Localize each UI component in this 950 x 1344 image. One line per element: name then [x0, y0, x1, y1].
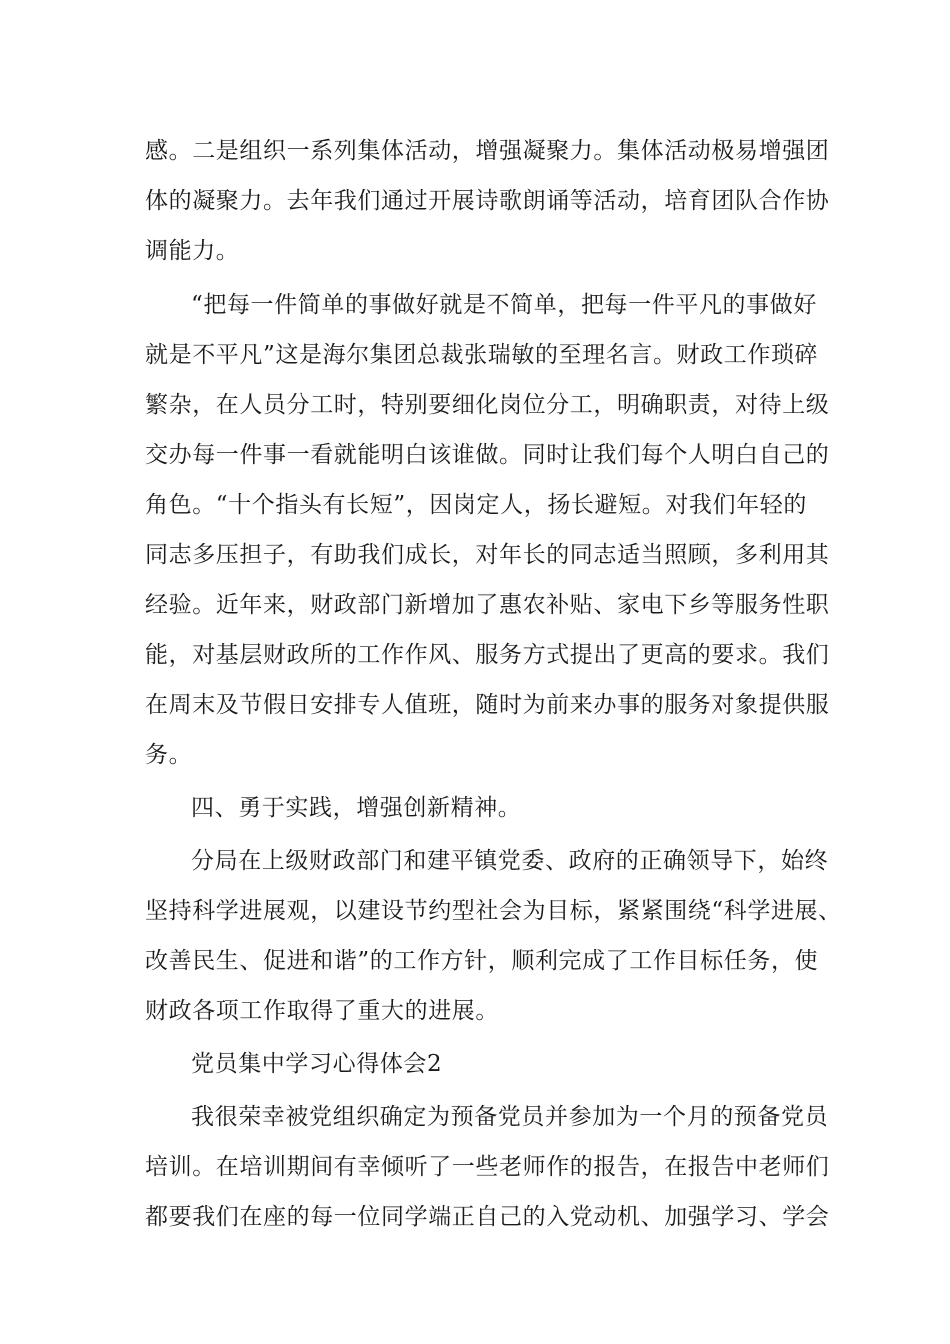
paragraph-line: 调能力。 — [145, 238, 240, 264]
section-heading: 四、勇于实践，增强创新精神。 — [191, 795, 522, 821]
paragraph-line: 繁杂，在人员分工时，特别要细化岗位分工，明确职责，对待上级 — [145, 392, 830, 418]
paragraph-line: 角色。“十个指头有长短”，因岗定人，扬长避短。对我们年轻的 — [145, 492, 807, 518]
article-title: 党员集中学习心得体会2 — [191, 1051, 443, 1077]
paragraph-line: 经验。近年来，财政部门新增加了惠农补贴、家电下乡等服务性职 — [145, 592, 830, 618]
paragraph-line: 能，对基层财政所的工作作风、服务方式提出了更高的要求。我们 — [145, 642, 830, 668]
paragraph-line: 我很荣幸被党组织确定为预备党员并参加为一个月的预备党员 — [191, 1104, 829, 1130]
paragraph-line: 坚持科学进展观，以建设节约型社会为目标，紧紧围绕“科学进展、 — [145, 898, 842, 924]
paragraph-line: 就是不平凡”这是海尔集团总裁张瑞敏的至理名言。财政工作琐碎 — [145, 342, 819, 368]
paragraph-line: 同志多压担子，有助我们成长，对年长的同志适当照顾，多利用其 — [145, 542, 830, 568]
paragraph-line: 在周末及节假日安排专人值班，随时为前来办事的服务对象提供服 — [145, 692, 830, 718]
paragraph-line: 财政各项工作取得了重大的进展。 — [145, 998, 499, 1024]
paragraph-line: 培训。在培训期间有幸倾听了一些老师作的报告，在报告中老师们 — [145, 1154, 830, 1180]
paragraph-line: 交办每一件事一看就能明白该谁做。同时让我们每个人明白自己的 — [145, 442, 830, 468]
paragraph-line: “把每一件简单的事做好就是不简单，把每一件平凡的事做好 — [191, 292, 817, 318]
paragraph-line: 体的凝聚力。去年我们通过开展诗歌朗诵等活动，培育团队合作协 — [145, 188, 830, 214]
paragraph-line: 改善民生、促进和谐”的工作方针，顺利完成了工作目标任务，使 — [145, 948, 819, 974]
paragraph-line: 务。 — [145, 742, 193, 768]
paragraph-line: 都要我们在座的每一位同学端正自己的入党动机、加强学习、学会 — [145, 1204, 830, 1230]
paragraph-line: 感。二是组织一系列集体活动，增强凝聚力。集体活动极易增强团 — [145, 138, 830, 164]
paragraph-line: 分局在上级财政部门和建平镇党委、政府的正确领导下，始终 — [191, 848, 829, 874]
